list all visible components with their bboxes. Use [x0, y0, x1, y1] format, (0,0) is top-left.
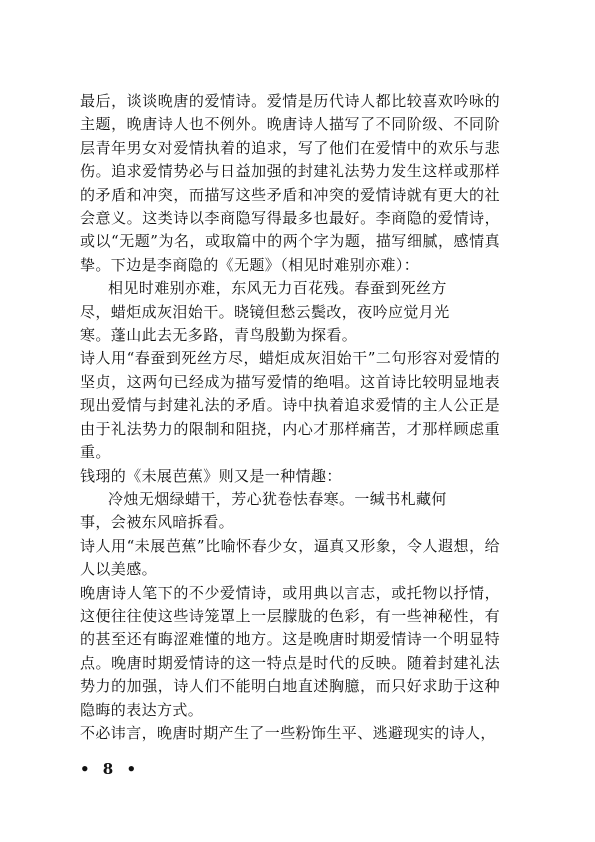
paragraph-love-poetry-intro: 最后，谈谈晚唐的爱情诗。爱情是历代诗人都比较喜欢吟咏的主题，晚唐诗人也不例外。晚唐诗人描写了不同阶级、不同阶层青年男女对爱情执着的追求，写了他们在爱情中的欢乐与悲伤。追求爱情势必与日益加强的封建礼法势力发生这样或那样的矛盾和冲突，而描写这些矛盾和冲突的爱情诗就有更大的社会意义。这类诗以李商隐写得最多也最好。李商隐的爱情诗，或以“无题”为名，或取篇中的两个字为题，描写细腻，感情真挚。下边是李商隐的《无题》（相见时难别亦难）：: [80, 92, 500, 274]
page-number: • 8 •: [80, 760, 141, 778]
poem-line: 寒。蓬山此去无多路，青鸟殷勤为探看。: [80, 326, 358, 345]
poem-line: 相见时难别亦难，东风无力百花残。春蚕到死丝方: [108, 279, 447, 298]
poem-weizhan-bajiao: [80, 488, 500, 535]
paragraph-qian-xu-intro: 钱珝的《未展芭蕉》则又是一种情趣：: [80, 466, 342, 485]
poem-line: 事，会被东风暗拆看。: [80, 513, 235, 532]
poem-line: 尽，蜡炬成灰泪始干。晓镜但愁云鬓改，夜吟应觉月光: [80, 302, 450, 321]
poem-line: 冷烛无烟绿蜡干，芳心犹卷怯春寒。一缄书札藏何: [108, 489, 447, 508]
paragraph-commentary: 诗人用“春蚕到死丝方尽，蜡炬成灰泪始干”二句形容对爱情的坚贞，这两句已经成为描写爱情的绝唱。这首诗比较明显地表现出爱情与封建礼法的矛盾。诗中执着追求爱情的主人公正是由于礼法势力的限制和阻挠，内心才那样痛苦，才那样顾虑重重。: [80, 349, 500, 462]
paragraph-closing: 不必讳言，晚唐时期产生了一些粉饰生平、逃避现实的诗人，: [80, 723, 496, 742]
paragraph-metaphor: 诗人用“未展芭蕉”比喻怀春少女，逼真又形象，令人遐想，给人以美感。: [80, 536, 500, 579]
poem-wuti: [80, 277, 500, 347]
body-text: [80, 90, 500, 745]
paragraph-obscurity: 晚唐诗人笔下的不少爱情诗，或用典以言志，或托物以抒情，这便往往使这些诗笼罩上一层朦胧的色彩，有一些神秘性，有的甚至还有晦涩难懂的地方。这是晚唐时期爱情诗一个明显特点。晚唐时期爱情诗的这一特点是时代的反映。随着封建礼法势力的加强，诗人们不能明白地直述胸臆，而只好求助于这种隐晦的表达方式。: [80, 583, 500, 719]
